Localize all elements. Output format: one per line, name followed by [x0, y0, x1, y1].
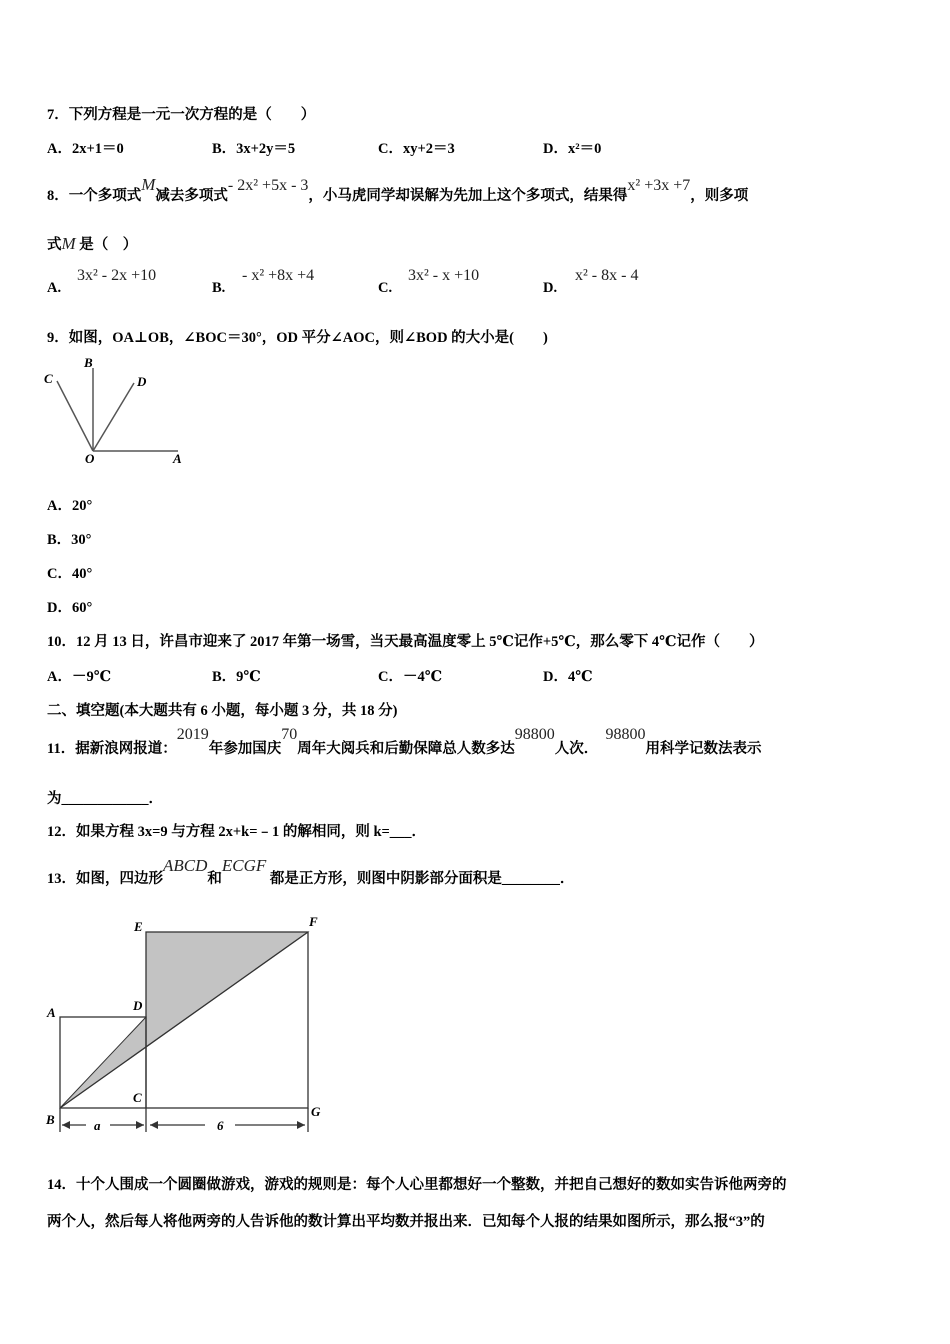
math: ABCD: [163, 856, 208, 875]
text: 人次．: [554, 741, 591, 757]
label-b: B: [84, 355, 93, 370]
label-e: E: [134, 919, 143, 934]
math: 70: [281, 726, 298, 743]
label-d: D: [133, 998, 143, 1013]
label-a-length: a: [94, 1118, 101, 1133]
label-a: A: [47, 1005, 56, 1020]
label-b: B: [46, 1112, 55, 1127]
q7-option-c: C．xy+2＝3: [378, 141, 455, 157]
text: 周年大阅兵和后勤保障总人数多达: [297, 741, 515, 757]
math: 98800: [514, 726, 555, 743]
label-g: G: [311, 1104, 321, 1119]
q8-letter-c: C.: [378, 280, 393, 296]
q9-option-b: B．30°: [47, 532, 92, 548]
q7-option-d: D．x²＝0: [543, 141, 602, 157]
q10-option-a: A．－9℃: [47, 669, 112, 685]
q9-option-d: D．60°: [47, 600, 93, 616]
q7-stem: 7．下列方程是一元一次方程的是（ ）: [47, 107, 316, 123]
q11-stem: [47, 726, 762, 758]
text: 式: [47, 237, 62, 253]
q8-letter-d: D.: [543, 280, 558, 296]
q10-option-b: B．9℃: [212, 669, 261, 685]
label-d: D: [137, 374, 147, 389]
q7-option-b: B．3x+2y＝5: [212, 141, 296, 157]
text: 和: [207, 871, 222, 887]
q8-option-b: - x² +8x +4: [242, 267, 315, 284]
q10-option-c: C．－4℃: [378, 669, 443, 685]
q9-stem: 9．如图，OA⊥OB，∠BOC＝30°，OD 平分∠AOC，则∠BOD 的大小是( ): [47, 330, 548, 346]
math: - 2x² +5x - 3: [227, 177, 309, 194]
text: 13．如图，四边形: [47, 871, 163, 887]
math: 2019: [176, 726, 209, 743]
q13-squares-figure: [60, 932, 308, 1132]
math: 98800: [605, 726, 646, 743]
q8-letter-b: B.: [212, 280, 226, 296]
text: ，则多项: [690, 188, 749, 204]
q10-stem: 10．12 月 13 日，许昌市迎来了 2017 年第一场雪，当天最高温度零上 5℃记作+5℃，那么零下 4℃记作（ ）: [47, 634, 764, 650]
q12-stem: 12．如果方程 3x=9 与方程 2x+k=﹣1 的解相同，则 k=___．: [47, 824, 427, 840]
text: 用科学记数法表示: [645, 741, 762, 757]
label-b-length: 6: [217, 1118, 224, 1133]
math: ECGF: [221, 856, 267, 875]
text: 减去多项式: [155, 188, 228, 204]
q9-option-c: C．40°: [47, 566, 93, 582]
label-c: C: [133, 1090, 142, 1105]
q9-option-a: A．20°: [47, 498, 93, 514]
text: 11．据新浪网报道：: [47, 741, 177, 757]
text: ，小马虎同学却误解为先加上这个多项式，结果得: [308, 188, 628, 204]
math: x² +3x +7: [627, 177, 691, 194]
q7-option-a: A．2x+1＝0: [47, 141, 124, 157]
q8-option-d: x² - 8x - 4: [575, 267, 639, 284]
q8-letter-a: A.: [47, 280, 62, 296]
text: 是（ ）: [79, 237, 138, 253]
label-o: O: [85, 451, 95, 466]
q13-stem: [47, 856, 575, 888]
q8-option-c: 3x² - x +10: [408, 267, 480, 284]
q8-option-a: 3x² - 2x +10: [77, 267, 157, 284]
text: 8．一个多项式: [47, 188, 142, 204]
q10-option-d: D．4℃: [543, 669, 593, 685]
math: M: [141, 175, 156, 194]
q9-angle-figure: [57, 368, 178, 451]
label-f: F: [309, 914, 318, 929]
text: 年参加国庆: [208, 741, 282, 757]
section-heading: 二、填空题(本大题共有 6 小题，每小题 3 分，共 18 分): [47, 703, 398, 719]
label-c: C: [44, 371, 53, 386]
math: M: [61, 234, 76, 253]
label-a: A: [173, 451, 182, 466]
q14-line1: 14．十个人围成一个圆圈做游戏，游戏的规则是：每个人心里都想好一个整数，并把自己想好的数如实告诉他两旁的: [47, 1177, 787, 1193]
q14-line2: 两个人，然后每人将他两旁的人告诉他的数计算出平均数并报出来．已知每个人报的结果如图所示，那么报“3”的: [47, 1214, 765, 1230]
q11-answer-blank: 为____________．: [47, 791, 163, 807]
text: 都是正方形，则图中阴影部分面积是________．: [269, 871, 575, 887]
